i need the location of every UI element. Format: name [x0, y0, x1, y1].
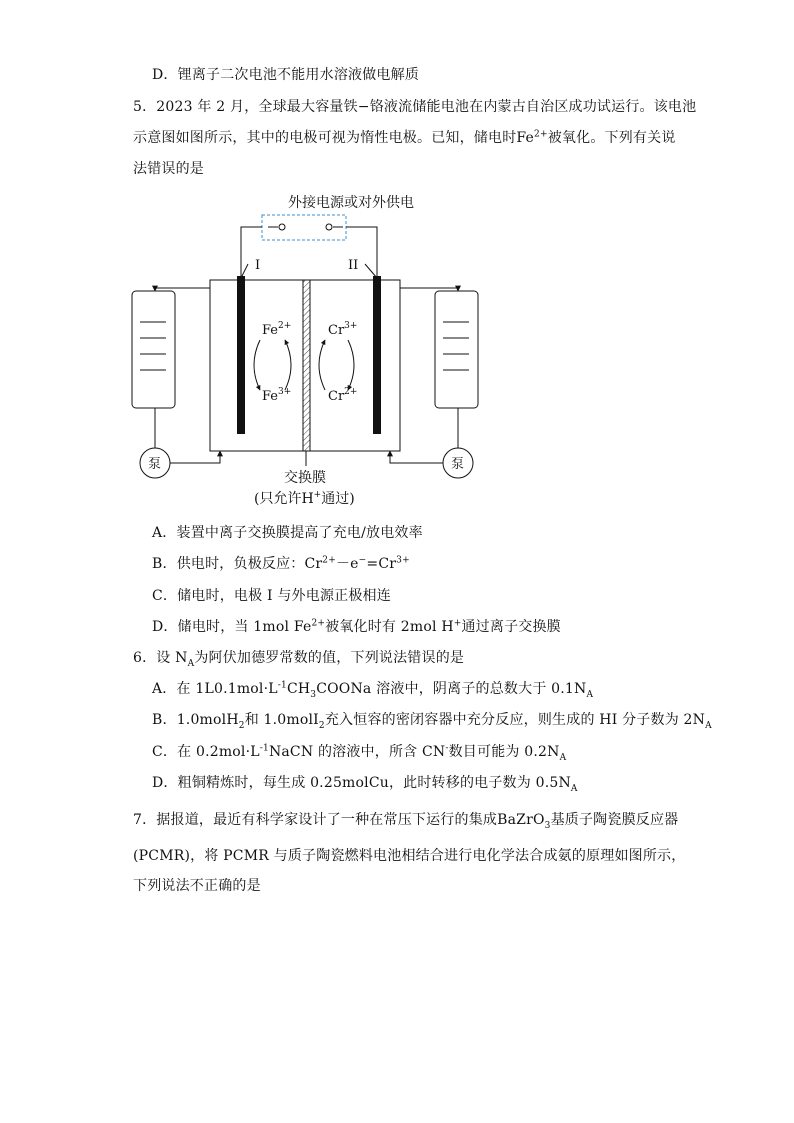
q7-stem-line-2: (PCMR)，将 PCMR 与质子陶瓷燃料电池相结合进行电化学法合成氨的原理如图所示， — [133, 848, 686, 864]
q7-stem-line-1: 7．据报道，最近有科学家设计了一种在常压下运行的集成BaZrO$_3$基质子陶瓷膜反应器 — [133, 812, 679, 831]
fe2-label: $Fe^{2+}$ — [262, 321, 292, 338]
membrane-label: 交换膜 — [284, 470, 326, 486]
left-storage-tank — [132, 291, 175, 408]
electrode-2 — [373, 276, 381, 434]
left-pump-label: 泵 — [148, 457, 162, 472]
terminal-right-icon — [326, 224, 332, 230]
electrode-1-label: I — [255, 258, 261, 273]
q5-option-c: C．储电时，电极 I 与外电源正极相连 — [152, 588, 391, 604]
q6-option-b: B．1.0molH$_2$和 1.0molI$_2$充入恒容的密闭容器中充分反应，则生成的 HI 分子数为 $2N_A$ — [152, 712, 712, 731]
electrode-2-pointer — [365, 264, 377, 278]
electrode-1 — [237, 276, 245, 434]
q5-option-b: B．供电时，负极反应：$Cr^{2+}-e^-=Cr^{3+}$ — [152, 555, 410, 572]
flow-battery-diagram — [120, 188, 500, 517]
terminal-left-icon — [279, 224, 285, 230]
q5-option-d: D．储电时，当 1mol $Fe^{2+}$被氧化时有 2mol H+通过离子交换膜 — [152, 618, 561, 635]
q6-option-a: A．在 $1L0.1mol\cdot L^{-1}CH_3COONa$ 溶液中，阴离子的总数大于 $0.1N_A$ — [152, 680, 594, 700]
membrane-note: (只允许H+通过) — [254, 490, 355, 507]
cr3-label: $Cr^{3+}$ — [328, 321, 358, 338]
q5-stem-line-1: 5．2023 年 2 月，全球最大容量铁−铬液流储能电池在内蒙古自治区成功试运行。该电池 — [133, 99, 697, 115]
cr2-label: $Cr^{2+}$ — [328, 387, 358, 404]
right-pump-label: 泵 — [451, 457, 465, 472]
electrode-1-pointer — [241, 264, 248, 278]
q4-option-d: D．锂离子二次电池不能用水溶液做电解质 — [152, 67, 420, 83]
right-inflow-pipe — [390, 451, 443, 463]
right-storage-tank — [435, 291, 478, 408]
q6-option-d: D．粗铜精炼时，每生成 0.25molCu，此时转移的电子数为 $0.5N_A$ — [152, 775, 578, 794]
ion-exchange-membrane — [303, 280, 310, 451]
fe3-label: $Fe^{3+}$ — [262, 387, 292, 404]
q5-option-a: A．装置中离子交换膜提高了充电/放电效率 — [152, 525, 423, 541]
q6-stem: 6．设 $N_A$为阿伏加德罗常数的值，下列说法错误的是 — [133, 650, 465, 669]
q6-option-c: C．在 $0.2mol\cdot L^{-1}NaCN$ 的溶液中，所含 CN-数目可能为 $0.2N_A$ — [152, 743, 567, 763]
electrode-2-label: II — [348, 258, 359, 273]
q5-stem-line-2: 示意图如图所示，其中的电极可视为惰性电极。已知，储电时$Fe^{2+}$被氧化。下列有关说 — [133, 129, 676, 146]
q5-stem-line-3: 法错误的是 — [133, 161, 204, 177]
q7-stem-line-3: 下列说法不正确的是 — [133, 878, 261, 894]
power-supply-label: 外接电源或对外供电 — [288, 195, 414, 211]
left-inflow-pipe — [170, 451, 220, 463]
